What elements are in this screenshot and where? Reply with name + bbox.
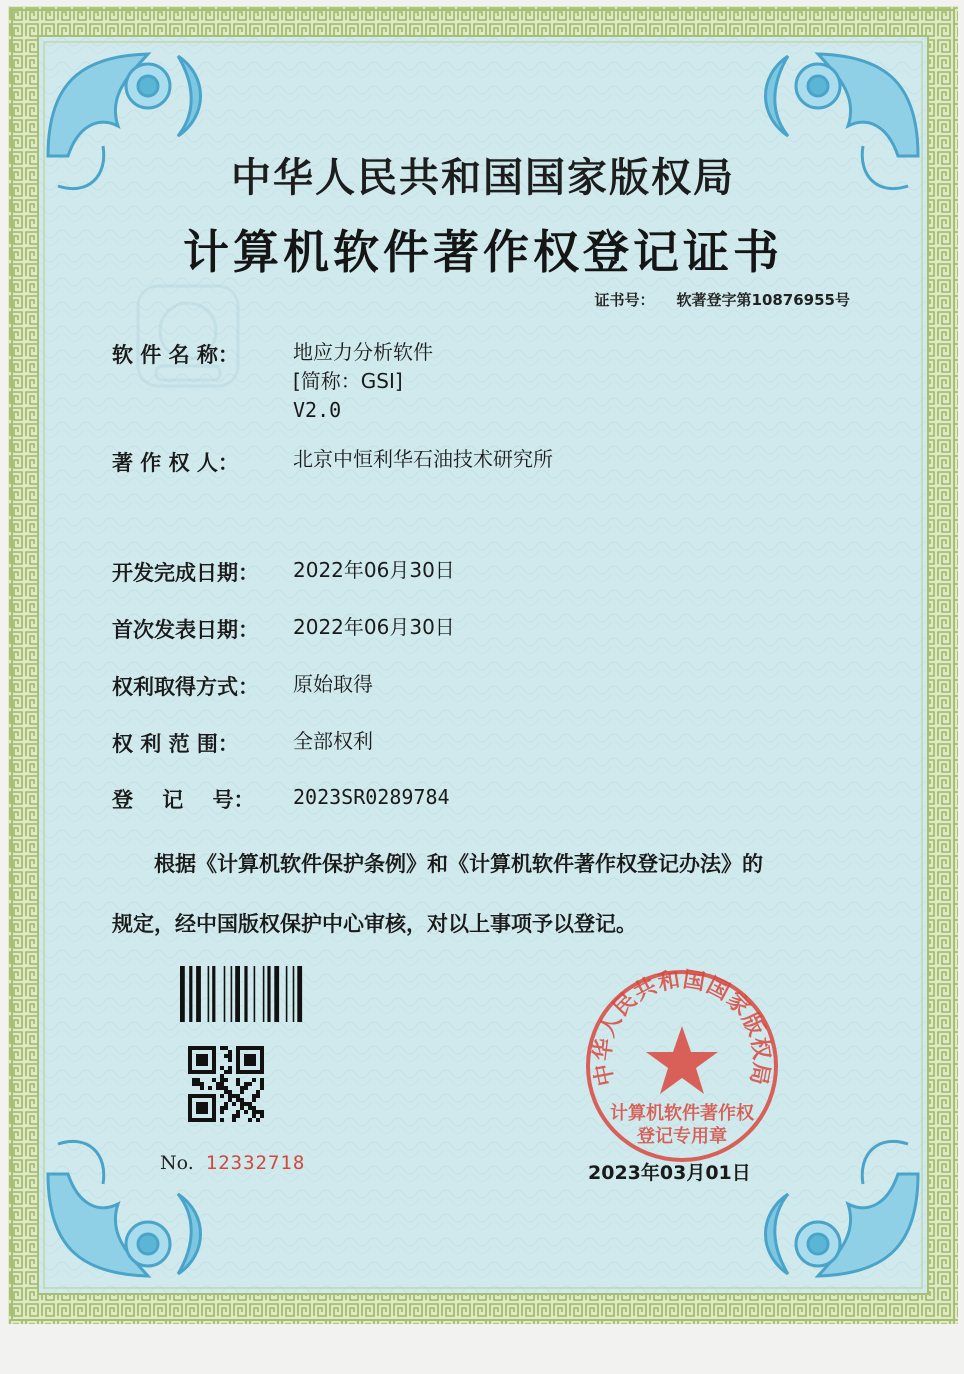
qr-module [252,1062,256,1066]
rights-acquisition-label: 权利取得方式： [112,675,259,699]
qr-module [260,1062,264,1066]
qr-module [236,1062,240,1066]
qr-module [212,1118,216,1122]
qr-module [192,1046,196,1050]
copyright-owner-value: 北京中恒利华石油技术研究所 [293,447,553,471]
qr-module [204,1102,208,1106]
qr-module [188,1102,192,1106]
qr-module [224,1078,228,1082]
qr-module [244,1058,248,1062]
qr-module [252,1110,256,1114]
qr-module [260,1070,264,1074]
dev-completion-date-value: 2022年06月30日 [293,558,455,582]
qr-module [220,1082,224,1086]
barcode-bar [224,966,226,1022]
qr-module [248,1082,252,1086]
qr-module [228,1058,232,1062]
qr-module [200,1110,204,1114]
qr-module [196,1054,200,1058]
rights-scope-label: 权 利 范 围： [112,732,239,756]
qr-module [260,1114,264,1118]
qr-module [188,1050,192,1054]
qr-module [188,1118,192,1122]
qr-module [200,1102,204,1106]
qr-module [248,1058,252,1062]
qr-module [208,1118,212,1122]
qr-module [228,1050,232,1054]
qr-module [244,1054,248,1058]
qr-module [204,1046,208,1050]
qr-module [236,1070,240,1074]
qr-module [260,1082,264,1086]
certificate-sheet [8,6,958,1324]
qr-module [200,1106,204,1110]
barcode-bar [231,966,233,1022]
qr-module [212,1062,216,1066]
qr-module [228,1094,232,1098]
qr-module [252,1078,256,1082]
qr-module [208,1094,212,1098]
certificate-title: 计算机软件著作权登记证书 [183,225,783,279]
qr-module [212,1094,216,1098]
qr-module [220,1118,224,1122]
qr-module [196,1118,200,1122]
qr-module [228,1054,232,1058]
qr-module [228,1090,232,1094]
qr-module [196,1106,200,1110]
qr-module [196,1070,200,1074]
official-seal [582,966,782,1166]
qr-module [232,1118,236,1122]
serial-number [160,1152,305,1174]
qr-module [220,1078,224,1082]
qr-module [244,1082,248,1086]
qr-module [212,1046,216,1050]
qr-module [212,1106,216,1110]
qr-module [236,1054,240,1058]
qr-module [236,1110,240,1114]
qr-module [244,1070,248,1074]
qr-module [228,1098,232,1102]
qr-module [240,1102,244,1106]
qr-module [200,1086,204,1090]
qr-module [200,1070,204,1074]
qr-module [216,1082,220,1086]
qr-module [204,1118,208,1122]
issuer-title: 中华人民共和国国家版权局 [231,154,735,201]
serial-value: 12332718 [205,1152,306,1174]
qr-module [208,1086,212,1090]
qr-module [188,1046,192,1050]
qr-module [220,1106,224,1110]
qr-module [260,1086,264,1090]
qr-module [256,1094,260,1098]
qr-module [260,1050,264,1054]
qr-module [236,1046,240,1050]
rights-acquisition-value: 原始取得 [293,672,373,696]
seal-line-2: 登记专用章 [637,1126,727,1147]
qr-module [204,1058,208,1062]
qr-module [224,1090,228,1094]
certificate-number-value: 软著登字第10876955号 [676,291,850,309]
qr-module [248,1106,252,1110]
qr-module [188,1054,192,1058]
qr-module [212,1050,216,1054]
qr-module [256,1118,260,1122]
qr-module [240,1086,244,1090]
qr-module [188,1062,192,1066]
qr-module [260,1046,264,1050]
qr-module [196,1094,200,1098]
certificate-number-label: 证书号： [594,291,655,309]
qr-module [208,1070,212,1074]
qr-module [244,1086,248,1090]
qr-module [220,1110,224,1114]
qr-module [240,1046,244,1050]
qr-module [248,1070,252,1074]
qr-module [204,1070,208,1074]
qr-module [200,1094,204,1098]
qr-module [224,1070,228,1074]
qr-module [252,1054,256,1058]
first-publication-date-label: 首次发表日期： [112,618,259,642]
software-short-name: [简称：GSI] [293,369,403,393]
barcode [180,966,330,1026]
qr-module [256,1090,260,1094]
qr-module [252,1114,256,1118]
qr-module [248,1054,252,1058]
qr-module [200,1062,204,1066]
barcode-bar [274,966,279,1022]
qr-module [232,1094,236,1098]
serial-prefix: No. [160,1152,194,1174]
qr-module [256,1110,260,1114]
qr-module [200,1054,204,1058]
qr-module [236,1058,240,1062]
rights-scope-value: 全部权利 [293,729,373,753]
qr-module [260,1110,264,1114]
barcode-bar [235,966,240,1022]
qr-module [236,1078,240,1082]
qr-module [200,1046,204,1050]
qr-module [196,1062,200,1066]
qr-module [212,1114,216,1118]
qr-module [188,1098,192,1102]
dev-completion-date-label: 开发完成日期： [112,561,259,585]
qr-module [192,1082,196,1086]
qr-module [196,1058,200,1062]
qr-module [260,1058,264,1062]
qr-module [200,1082,204,1086]
qr-module [212,1098,216,1102]
qr-module [204,1062,208,1066]
qr-module [192,1078,196,1082]
qr-module [236,1066,240,1070]
qr-module [244,1102,248,1106]
qr-module [244,1110,248,1114]
qr-module [252,1070,256,1074]
software-name-value: 地应力分析软件 [293,340,433,364]
qr-module [188,1058,192,1062]
qr-module [224,1046,228,1050]
qr-module [256,1070,260,1074]
barcode-bar [286,966,288,1022]
qr-module [224,1106,228,1110]
qr-module [248,1118,252,1122]
qr-module [244,1046,248,1050]
qr-module [224,1086,228,1090]
qr-module [192,1118,196,1122]
qr-module [212,1054,216,1058]
qr-module [224,1054,228,1058]
barcode-bar [208,966,210,1022]
qr-module [244,1062,248,1066]
qr-module [260,1078,264,1082]
qr-module [212,1066,216,1070]
qr-module [240,1106,244,1110]
qr-module [220,1066,224,1070]
qr-module [204,1106,208,1110]
qr-module [236,1094,240,1098]
qr-module [236,1114,240,1118]
qr-module [240,1098,244,1102]
qr-module [208,1046,212,1050]
qr-module [188,1106,192,1110]
qr-module [232,1114,236,1118]
qr-module [232,1102,236,1106]
qr-module [252,1098,256,1102]
qr-module [196,1102,200,1106]
qr-module [196,1110,200,1114]
barcode-bar [180,966,185,1022]
statement-line-1: 根据《计算机软件保护条例》和《计算机软件著作权登记办法》的 [154,852,763,876]
certificate-number [594,289,850,310]
barcode-bar [267,966,270,1022]
qr-module [240,1070,244,1074]
qr-module [212,1110,216,1114]
qr-module [212,1078,216,1082]
first-publication-date-value: 2022年06月30日 [293,615,455,639]
qr-module [248,1102,252,1106]
statement-line-2: 规定，经中国版权保护中心审核，对以上事项予以登记。 [112,912,637,936]
qr-module [228,1070,232,1074]
barcode-bar [293,966,295,1022]
qr-module [200,1118,204,1122]
qr-module [188,1066,192,1070]
qr-module [240,1090,244,1094]
qr-module [196,1078,200,1082]
qr-module [260,1054,264,1058]
qr-module [248,1062,252,1066]
qr-module [256,1046,260,1050]
seal-star-icon [646,1026,718,1094]
qr-module [188,1110,192,1114]
qr-module [196,1046,200,1050]
qr-module [216,1086,220,1090]
barcode-bar [189,966,192,1022]
qr-module [248,1046,252,1050]
qr-module [252,1058,256,1062]
qr-module [252,1106,256,1110]
qr-module [204,1094,208,1098]
barcode-bar [212,966,215,1022]
qr-module [200,1058,204,1062]
barcode-bar [254,966,256,1022]
qr-code [188,1046,264,1122]
barcode-bar [263,966,265,1022]
issue-date: 2023年03月01日 [588,1162,751,1184]
barcode-bar [297,966,302,1022]
qr-module [236,1098,240,1102]
qr-module [252,1046,256,1050]
qr-module [204,1110,208,1114]
software-name-label: 软 件 名 称： [112,343,239,367]
barcode-bar [196,966,201,1022]
qr-module [188,1094,192,1098]
qr-module [220,1074,224,1078]
seal-line-1: 计算机软件著作权 [610,1103,754,1124]
qr-module [236,1050,240,1054]
qr-module [204,1054,208,1058]
qr-module [224,1102,228,1106]
barcode-bar [244,966,247,1022]
seal-arc-text: 中华人民共和国国家版权局 [590,967,774,1088]
qr-module [212,1058,216,1062]
registration-no-value: 2023SR0289784 [293,785,450,809]
qr-module [252,1094,256,1098]
qr-module [212,1102,216,1106]
software-version: V2.0 [293,398,342,422]
qr-module [196,1082,200,1086]
qr-module [192,1070,196,1074]
qr-module [220,1094,224,1098]
qr-module [192,1094,196,1098]
qr-module [220,1086,224,1090]
registration-no-label: 登 记 号： [112,788,255,812]
qr-module [228,1066,232,1070]
qr-module [220,1046,224,1050]
qr-module [188,1070,192,1074]
qr-module [260,1066,264,1070]
qr-module [212,1070,216,1074]
copyright-owner-label: 著 作 权 人： [112,451,239,475]
qr-module [188,1114,192,1118]
qr-module [236,1082,240,1086]
